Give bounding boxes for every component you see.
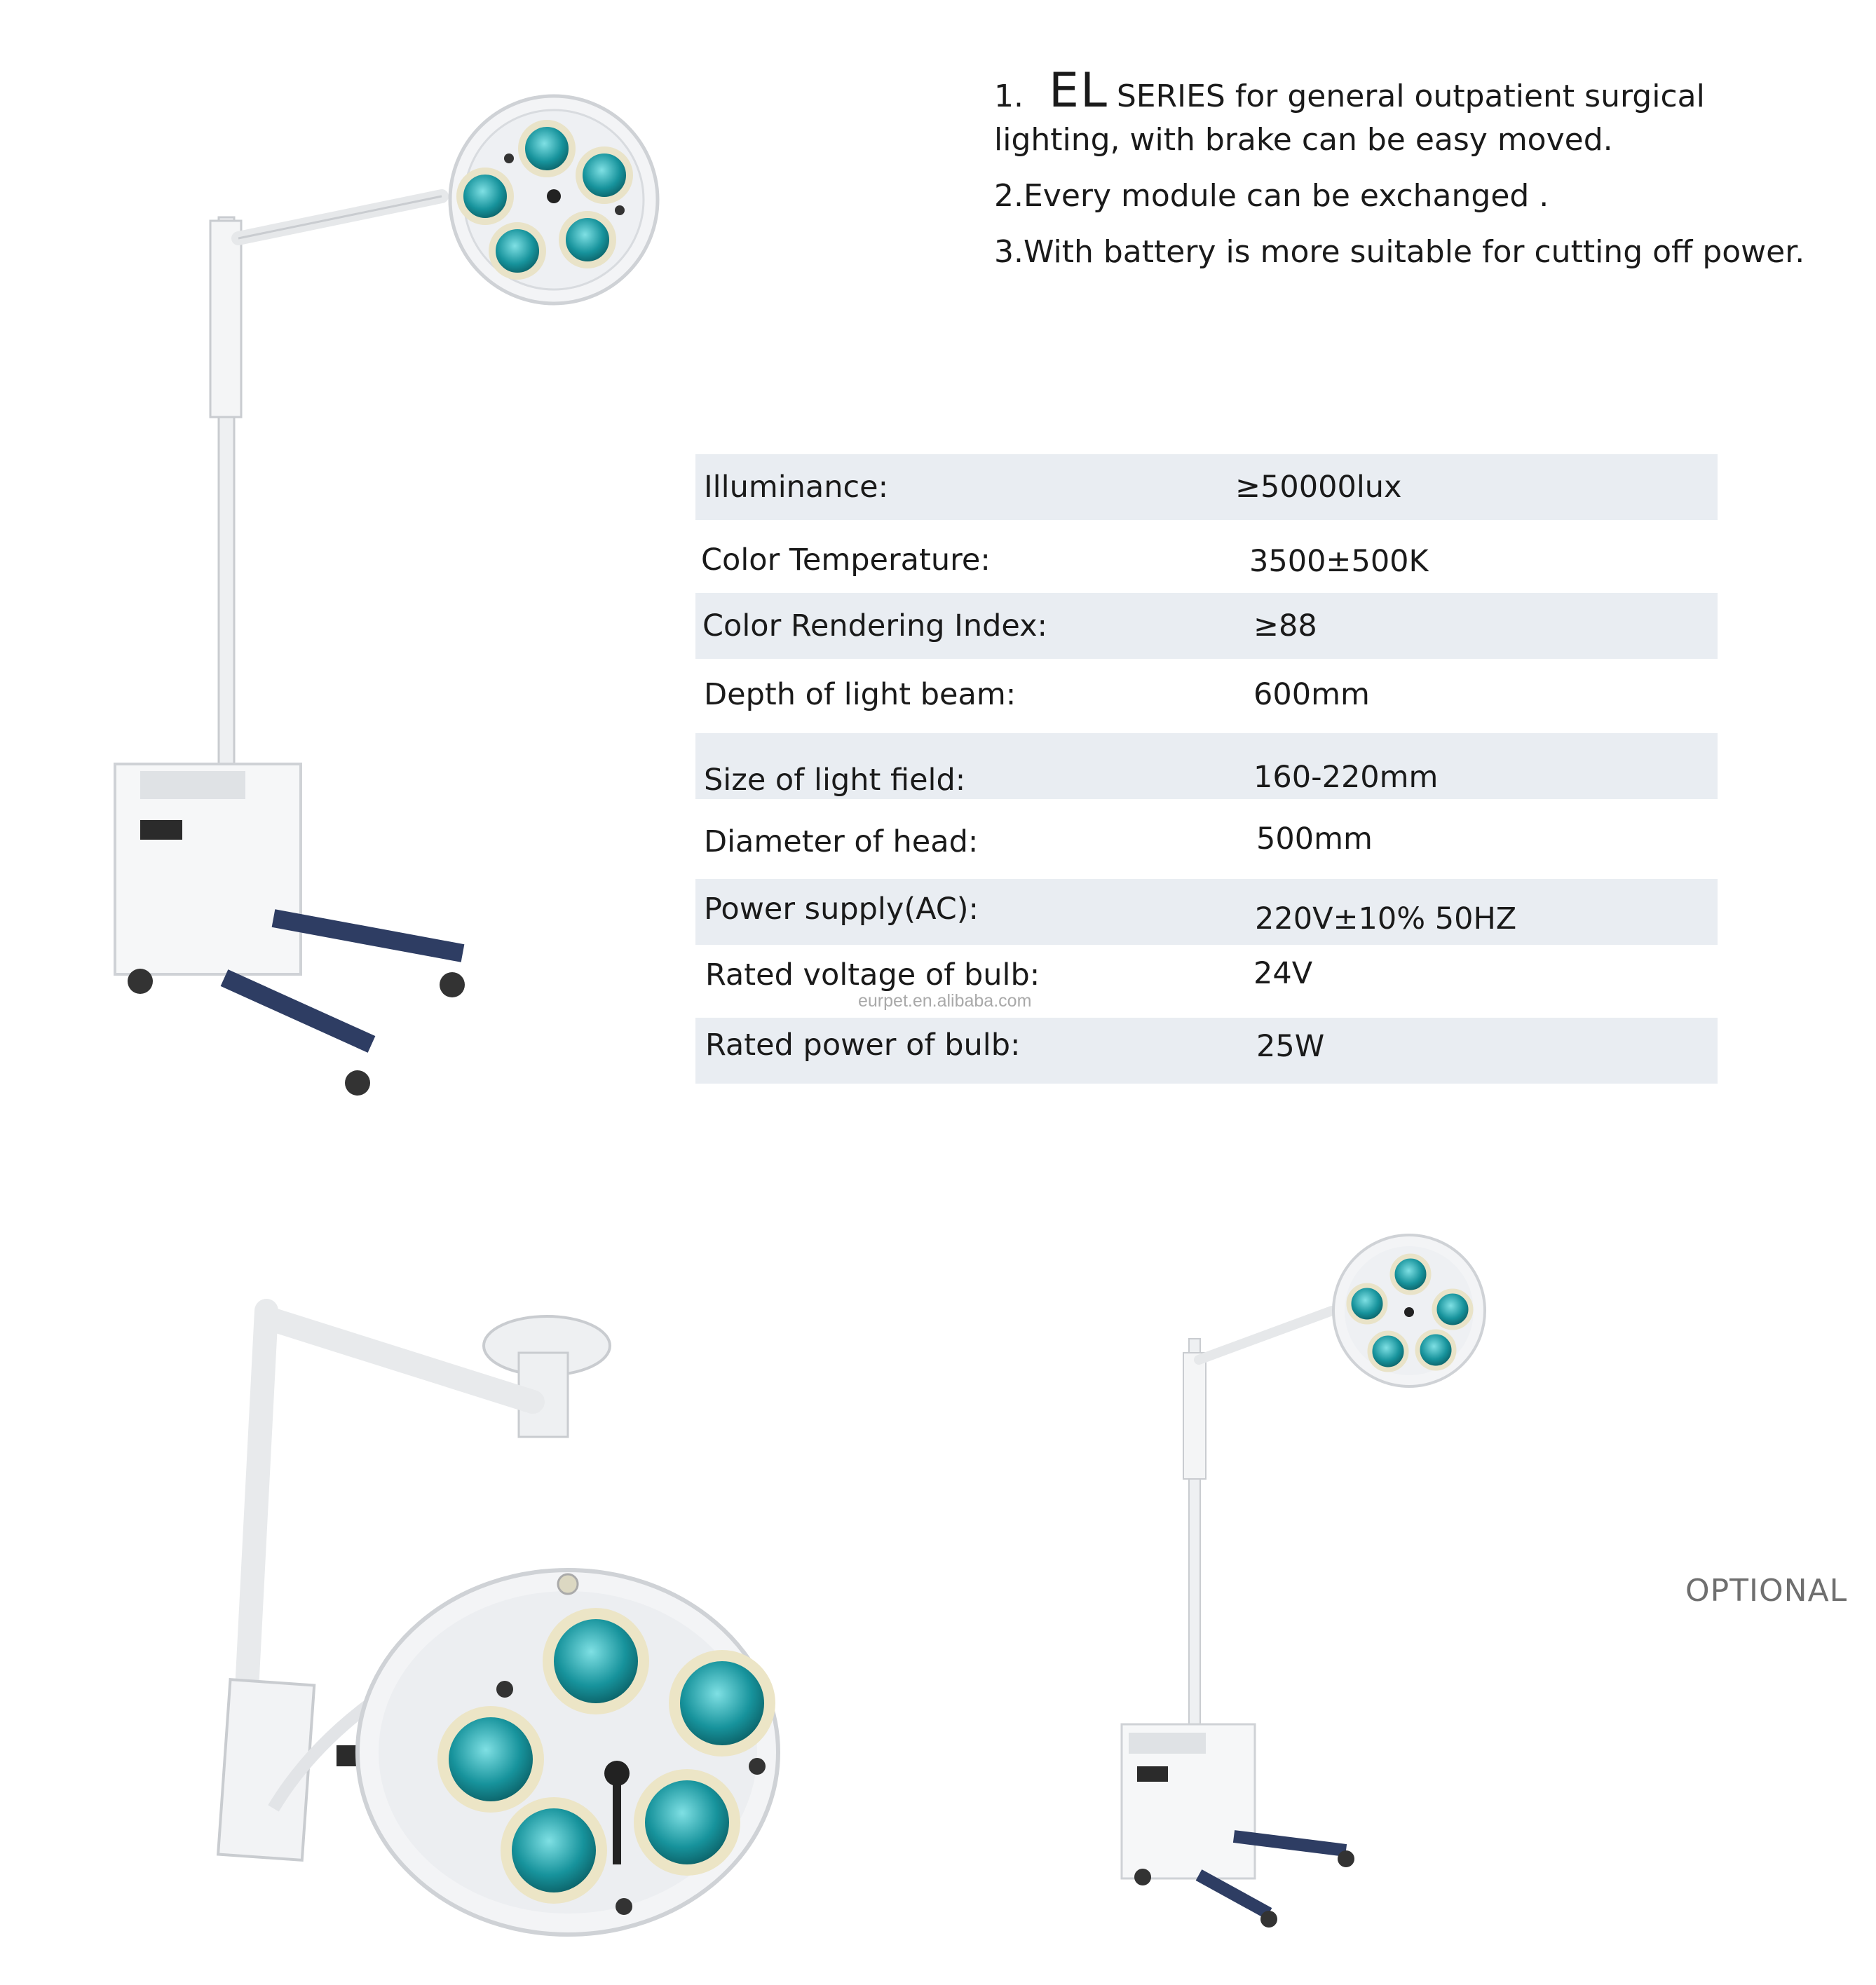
spec-label: Color Rendering Index: — [702, 608, 1048, 643]
series-name: EL — [1048, 63, 1108, 118]
ceiling-surgical-lamp-image — [203, 1290, 806, 1864]
watermark: eurpet.en.alibaba.com — [858, 991, 1032, 1011]
spec-value: 500mm — [1256, 821, 1373, 857]
spec-row-power-supply — [695, 879, 1718, 945]
spec-value: 3500±500K — [1249, 544, 1429, 579]
spec-row-size-of-light-field — [695, 733, 1718, 799]
feature-text: 2.Every module can be exchanged . — [994, 178, 1549, 214]
spec-row-rated-voltage-of-bulb — [695, 948, 1718, 1014]
mobile-surgical-lamp-small-image — [1094, 1234, 1486, 1928]
spec-label: Illuminance: — [704, 470, 889, 505]
spec-label: Rated power of bulb: — [705, 1028, 1021, 1063]
spec-value: 25W — [1256, 1029, 1325, 1064]
spec-row-color-temperature — [695, 527, 1718, 593]
spec-value: 160-220mm — [1253, 760, 1439, 795]
feature-text: SERIES for general outpatient surgical — [1116, 79, 1705, 114]
mobile-surgical-lamp-image — [98, 98, 687, 1135]
spec-value: ≥88 — [1253, 608, 1317, 643]
feature-line-1 — [994, 63, 1705, 118]
optional-label: OPTIONAL — [1685, 1573, 1848, 1609]
feature-line-2 — [994, 122, 1613, 158]
feature-line-4 — [994, 234, 1805, 270]
spec-label: Depth of light beam: — [704, 677, 1017, 712]
spec-row-illuminance — [695, 454, 1718, 520]
spec-value: 24V — [1253, 956, 1313, 991]
spec-label: Power supply(AC): — [704, 892, 979, 927]
spec-label: Size of light field: — [704, 763, 966, 798]
feature-number: 1. — [994, 79, 1024, 114]
spec-row-color-rendering-index — [695, 593, 1718, 659]
spec-value: 220V±10% 50HZ — [1255, 901, 1517, 936]
spec-row-rated-power-of-bulb — [695, 1018, 1718, 1084]
spec-value: 600mm — [1253, 677, 1370, 712]
feature-line-3 — [994, 178, 1549, 214]
spec-value: ≥50000lux — [1235, 470, 1402, 505]
spec-row-diameter-of-head — [695, 813, 1718, 879]
spec-label: Diameter of head: — [704, 824, 979, 859]
spec-label: Color Temperature: — [701, 543, 991, 578]
feature-text: lighting, with brake can be easy moved. — [994, 122, 1613, 158]
feature-text: 3.With battery is more suitable for cutting off power. — [994, 234, 1805, 270]
spec-row-depth-of-light-beam — [695, 662, 1718, 728]
spec-label: Rated voltage of bulb: — [705, 957, 1040, 992]
